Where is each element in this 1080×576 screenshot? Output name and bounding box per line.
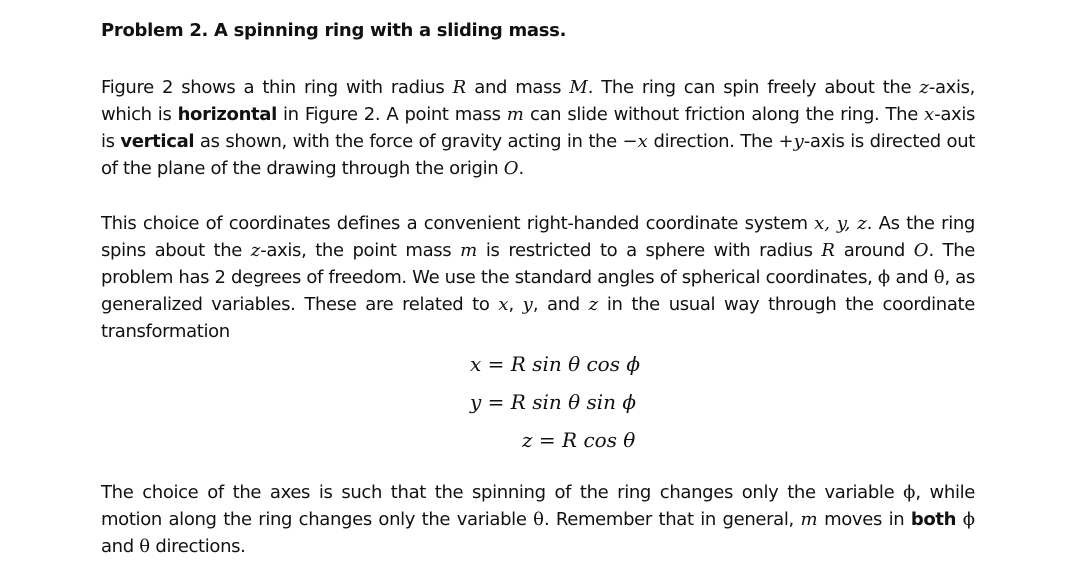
- equals-sign: =: [481, 352, 511, 376]
- text: direction. The: [647, 131, 779, 152]
- text: around: [834, 240, 914, 261]
- equation-z: [522, 428, 635, 452]
- text: .: [518, 158, 524, 179]
- text: directions.: [150, 536, 246, 557]
- symbol-m: m: [506, 104, 524, 125]
- emphasis-both: both: [910, 509, 957, 530]
- symbol-R: R: [821, 240, 835, 261]
- text: . Remember that in general,: [543, 509, 801, 530]
- text: [956, 509, 963, 530]
- symbol-R: R: [452, 77, 467, 98]
- text: as shown, with the force of gravity acting in the: [194, 131, 623, 152]
- problem-title: Problem 2. A spinning ring with a sliding mass.: [101, 20, 567, 41]
- text: , and: [532, 294, 589, 315]
- symbol-phi: ϕ: [903, 482, 916, 503]
- symbol-negative-x: −x: [622, 131, 648, 152]
- emphasis-vertical: vertical: [120, 131, 195, 152]
- text: and: [101, 536, 140, 557]
- paragraph-3: [101, 479, 975, 560]
- text: can slide without friction along the ring. The: [523, 104, 925, 125]
- text: in the usual way through the coordinate transformation: [101, 294, 975, 342]
- equation-lhs: y: [470, 390, 482, 414]
- symbol-O: O: [913, 240, 929, 261]
- text: , as generalized variables. These are related to: [101, 267, 975, 315]
- text: is restricted to a sphere with radius: [477, 240, 822, 261]
- equals-sign: =: [532, 428, 563, 452]
- paragraph-2: [101, 210, 975, 345]
- symbol-theta: θ: [139, 536, 151, 557]
- text: . The ring can spin freely about the: [587, 77, 920, 98]
- symbol-z: z: [250, 240, 261, 261]
- equation-rhs: R cos θ: [562, 428, 636, 452]
- symbol-positive-y: +y: [778, 131, 804, 152]
- text: This choice of coordinates defines a convenient right-handed coordinate system: [101, 213, 815, 234]
- equation-x: [470, 352, 640, 376]
- text: and: [890, 267, 934, 288]
- equation-rhs: R sin θ cos ϕ: [510, 352, 640, 376]
- equals-sign: =: [481, 390, 511, 414]
- text: -axis is: [101, 104, 976, 152]
- text: -axis is directed out of the plane of the drawing through the origin: [101, 131, 975, 179]
- equation-lhs: z: [522, 428, 533, 452]
- symbol-m: m: [460, 240, 478, 261]
- symbol-xyz: x, y, z: [814, 213, 867, 234]
- symbol-z: z: [919, 77, 929, 98]
- text: moves in: [817, 509, 911, 530]
- text: . As the ring spins about the: [101, 213, 975, 261]
- symbol-M: M: [569, 77, 588, 98]
- symbol-z: z: [588, 294, 599, 315]
- symbol-x: x: [924, 104, 935, 125]
- text: The choice of the axes is such that the spinning of the ring changes only the variable: [101, 482, 904, 503]
- emphasis-horizontal: horizontal: [177, 104, 277, 125]
- symbol-theta: θ: [533, 509, 544, 530]
- symbol-x: x: [498, 294, 509, 315]
- text: -axis, which is: [101, 77, 976, 125]
- equation-y: [470, 390, 636, 414]
- text: ,: [508, 294, 523, 315]
- symbol-phi: ϕ: [877, 267, 891, 288]
- text: Figure 2 shows a thin ring with radius: [101, 77, 453, 98]
- text: , while motion along the ring changes only the variable: [101, 482, 975, 530]
- coordinate-equations: [400, 352, 800, 462]
- text: . The problem has 2 degrees of freedom. We use the standard angles of spherical coordinates,: [101, 240, 976, 288]
- symbol-O: O: [503, 158, 519, 179]
- text: -axis, the point mass: [260, 240, 461, 261]
- symbol-phi: ϕ: [962, 509, 975, 530]
- symbol-theta: θ: [933, 267, 945, 288]
- text: in Figure 2. A point mass: [276, 104, 507, 125]
- equation-lhs: x: [470, 352, 482, 376]
- paragraph-1: [101, 74, 975, 182]
- symbol-m: m: [800, 509, 818, 530]
- equation-rhs: R sin θ sin ϕ: [510, 390, 637, 414]
- text: and mass: [466, 77, 570, 98]
- symbol-y: y: [522, 294, 533, 315]
